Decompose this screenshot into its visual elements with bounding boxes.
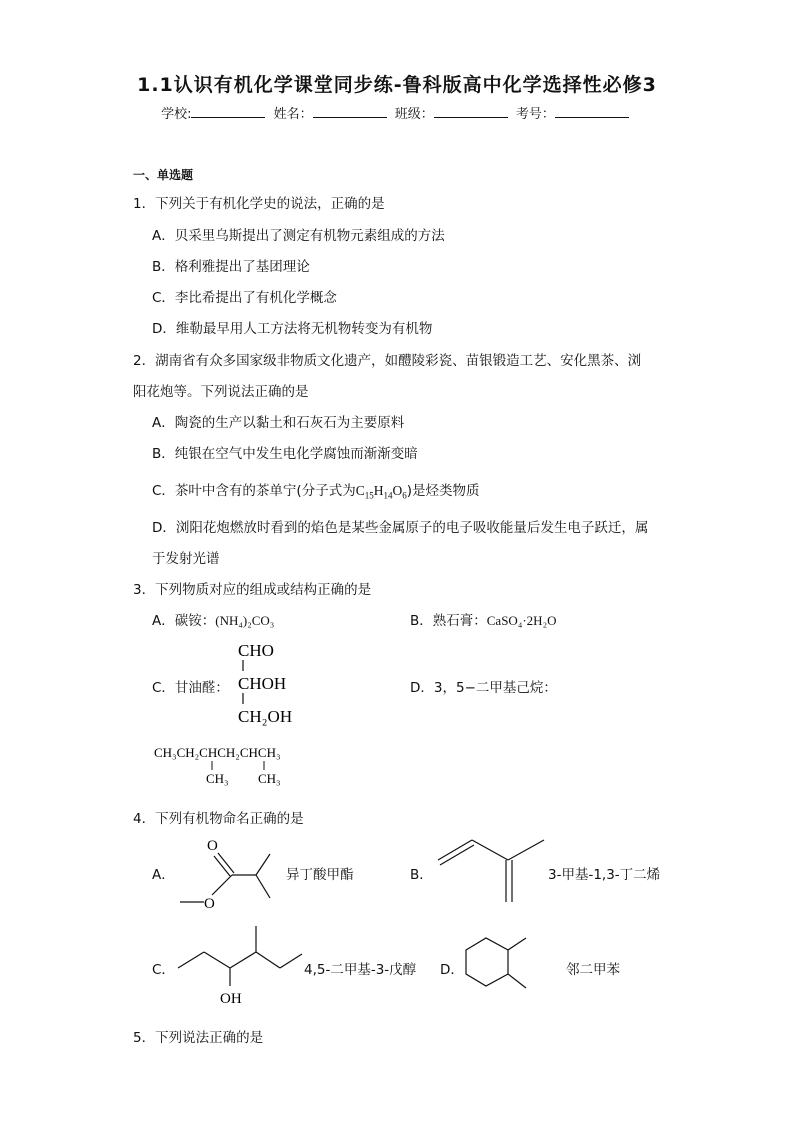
glyceraldehyde-line2: CHOH [238, 674, 287, 693]
carbonyl-oxygen-label: O [207, 838, 218, 854]
dimethylhexane-branch-1: CH₃ [206, 771, 229, 786]
q4-option-b-name: 3-甲基-1,3-丁二烯 [548, 867, 661, 883]
q4-option-b-label: B． [410, 867, 433, 883]
tannin-formula: $C_{15}H_{14}O_6$ [355, 483, 407, 501]
school-blank[interactable] [191, 117, 265, 118]
dimethylcyclohexane-structure [458, 930, 544, 998]
dimethylhexane-branch-2: CH₃ [258, 771, 281, 786]
q4-stem: 4．下列有机物命名正确的是 [133, 811, 304, 827]
name-label: 姓名： [273, 107, 313, 122]
school-label: 学校: [161, 107, 192, 122]
q2-option-d-line1: D．浏阳花炮燃放时看到的焰色是某些金属原子的电子吸收能量后发生电子跃迁，属 [152, 520, 649, 536]
q4-option-c-label: C． [152, 962, 175, 978]
q2-option-d-line2: 于发射光谱 [152, 551, 220, 567]
q4-option-c-name: 4,5-二甲基-3-戊醇 [304, 962, 417, 978]
glyceraldehyde-line3: CH₂OH [238, 707, 293, 726]
q2-stem-line2: 阳花炮等。下列说法正确的是 [133, 384, 309, 400]
q2-option-b: B．纯银在空气中发生电化学腐蚀而渐渐变暗 [152, 446, 418, 462]
class-blank[interactable] [434, 117, 508, 118]
exam-no-blank[interactable] [555, 117, 629, 118]
q1-option-c: C．李比希提出了有机化学概念 [152, 290, 337, 306]
student-info-line [0, 103, 794, 122]
q1-option-d: D．维勒最早用人工方法将无机物转变为有机物 [152, 321, 433, 337]
dimethylhexane-structure [150, 740, 320, 790]
q3-option-a: A．碳铵：(NH₄)₂CO₃ [152, 613, 275, 629]
glyceraldehyde-line1: CHO [238, 641, 274, 660]
q4-option-a-label: A． [152, 867, 175, 883]
name-blank[interactable] [313, 117, 387, 118]
page-title: 1.1认识有机化学课堂同步练-鲁科版高中化学选择性必修3 [137, 74, 657, 96]
q2-option-a: A．陶瓷的生产以黏土和石灰石为主要原料 [152, 415, 405, 431]
dimethylhexane-main-chain: CH₃CH₂CHCH₂CHCH₃ [154, 745, 281, 760]
q3-stem: 3．下列物质对应的组成或结构正确的是 [133, 582, 372, 598]
q1-option-a: A．贝采里乌斯提出了测定有机物元素组成的方法 [152, 228, 445, 244]
class-label: 班级： [394, 107, 434, 122]
q4-option-d-name: 邻二甲苯 [566, 962, 620, 978]
q4-option-a-name: 异丁酸甲酯 [286, 867, 354, 883]
ester-oxygen-label: O [204, 896, 215, 912]
section-heading: 一、单选题 [133, 168, 194, 182]
q1-option-b: B．格利雅提出了基团理论 [152, 259, 310, 275]
hydroxyl-label: OH [220, 991, 242, 1007]
q2-option-c: C．茶叶中含有的茶单宁(分子式为$C_{15}H_{14}O_6$)是烃类物质 [152, 483, 480, 501]
q4-option-d-label: D． [440, 962, 464, 978]
dimethylpentanol-structure [176, 922, 306, 1008]
q1-stem: 1．下列关于有机化学史的说法，正确的是 [133, 196, 385, 212]
exam-no-label: 考号： [515, 107, 555, 122]
q5-stem: 5．下列说法正确的是 [133, 1030, 264, 1046]
isoprene-structure [434, 834, 550, 906]
q2-stem-line1: 2．湖南省有众多国家级非物质文化遗产，如醴陵彩瓷、苗银锻造工艺、安化黑茶、浏 [133, 353, 642, 369]
q3-option-c-label: C．甘油醛： [152, 680, 229, 696]
q3-option-b: B．熟石膏：CaSO₄·2H₂O [410, 613, 557, 629]
methyl-isobutyrate-structure [176, 832, 286, 914]
q3-option-d-label: D．3，5−二甲基己烷： [410, 680, 557, 696]
glyceraldehyde-structure [228, 636, 318, 730]
